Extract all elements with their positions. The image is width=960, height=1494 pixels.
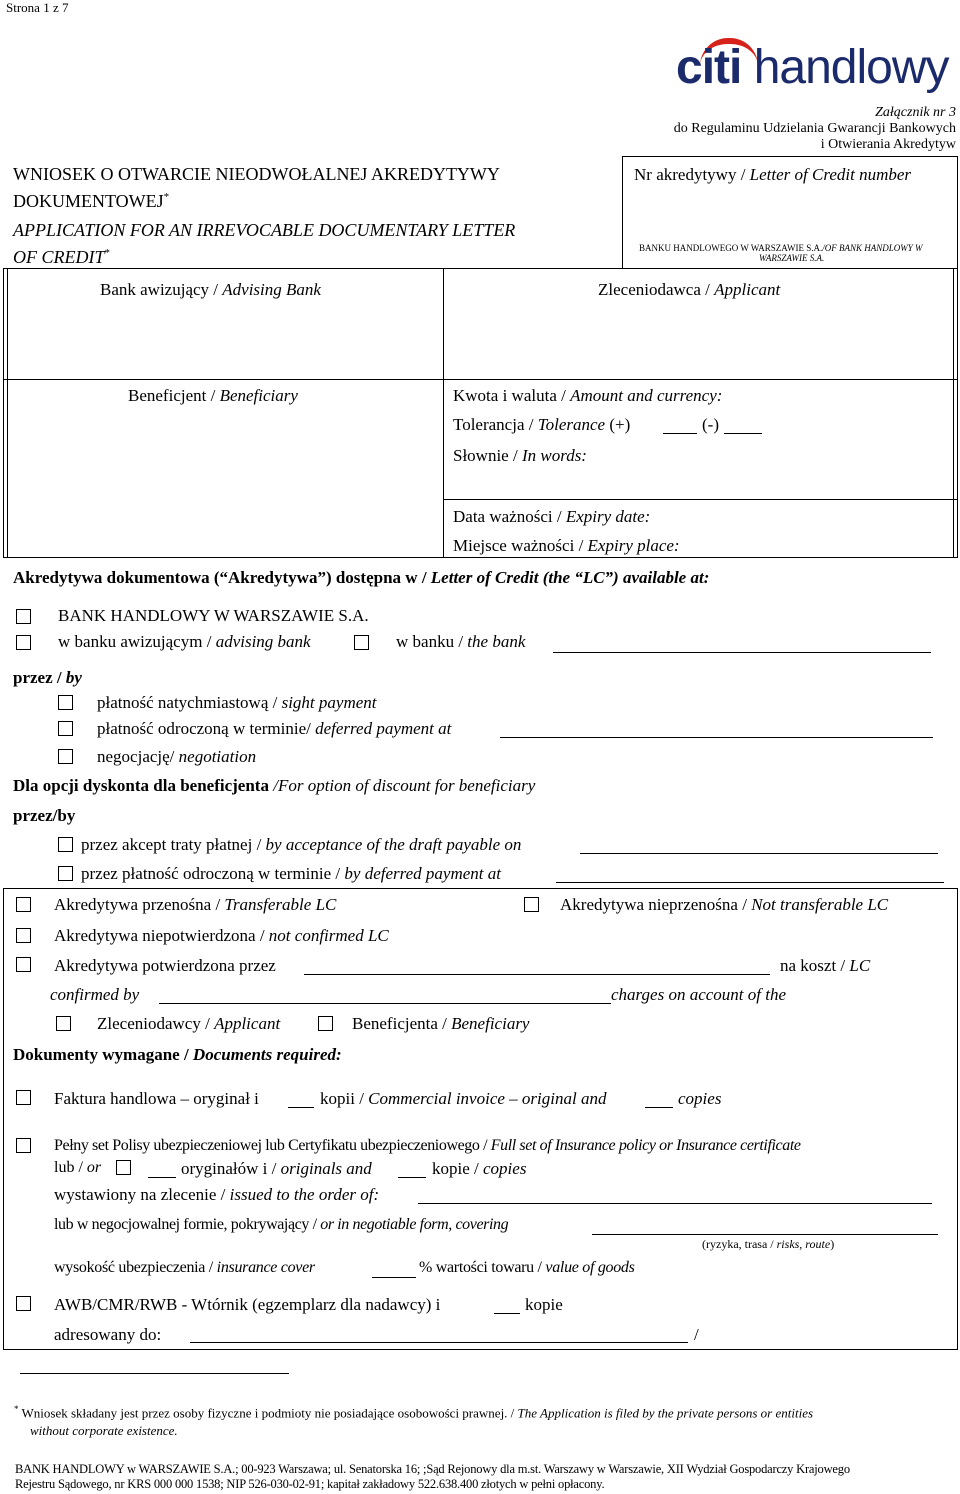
title-pl-line2: DOKUMENTOWEJ: [13, 191, 164, 211]
footer-line1: BANK HANDLOWY w WARSZAWIE S.A.; 00-923 Warszawa; ul. Senatorska 16; ;Sąd Rejonowy dla m.st. Warszawy w Warszawie, XII Wydział Gospodarczy Krajowego: [15, 1462, 850, 1476]
opt-other-bank: w banku / the bank: [396, 632, 526, 651]
charges-label: na koszt / LC: [780, 956, 871, 975]
available-heading: Akredytywa dokumentowa (“Akredytywa”) dostępna w / Letter of Credit (the “LC”) available at:: [13, 568, 710, 587]
annex-block: [674, 105, 956, 153]
deferred-payment-label: płatność odroczoną w terminie/ deferred payment at: [97, 719, 452, 738]
by-heading: przez / by: [13, 668, 82, 687]
acceptance-label: przez akcept traty płatnej / by acceptance of the draft payable on: [81, 835, 522, 854]
checkbox-charges-beneficiary[interactable]: [318, 1016, 333, 1031]
addressed-label: adresowany do:: [54, 1325, 162, 1344]
checkbox-confirmed[interactable]: [16, 957, 31, 972]
awb-label: AWB/CMR/RWB - Wtórnik (egzemplarz dla nadawcy) i: [54, 1295, 441, 1314]
confirmed-by-en: confirmed by: [50, 985, 140, 1004]
annex-line1: Załącznik nr 3: [875, 105, 956, 120]
originals-field[interactable]: [148, 1177, 176, 1178]
page-number: Strona 1 z 7: [6, 0, 69, 15]
issued-field[interactable]: [418, 1203, 932, 1204]
advising-bank-label: Bank awizujący / Advising Bank: [100, 280, 321, 299]
checkbox-insurance-or[interactable]: [116, 1160, 131, 1175]
deferred-payment-field[interactable]: [500, 737, 933, 738]
checkbox-insurance[interactable]: [16, 1138, 31, 1153]
discount-deferred-label: przez płatność odroczoną w terminie / by deferred payment at: [81, 864, 501, 883]
tolerance-minus-label: (-): [702, 415, 719, 434]
checkbox-invoice[interactable]: [16, 1090, 31, 1105]
discount-deferred-field[interactable]: [556, 882, 944, 883]
documents-heading: Dokumenty wymagane / Documents required:: [13, 1045, 342, 1064]
sight-payment-label: płatność natychmiastową / sight payment: [97, 693, 377, 712]
negotiation-label: negocjację/ negotiation: [97, 747, 257, 766]
footer: [15, 1462, 850, 1492]
expiry-date-label: Data ważności / Expiry date:: [453, 507, 651, 526]
awb-copies-field[interactable]: [494, 1313, 520, 1314]
cover-field[interactable]: [372, 1277, 416, 1278]
charges-applicant-label: Zleceniodawcy / Applicant: [97, 1014, 281, 1033]
lc-bank-note: BANKU HANDLOWEGO W WARSZAWIE S.A./OF BANK HANDLOWY W WARSZAWIE S.A.: [639, 243, 923, 263]
cover-label: wysokość ubezpieczenia / insurance cover: [54, 1259, 315, 1276]
checkbox-not-transferable[interactable]: [524, 897, 539, 912]
checkbox-awb[interactable]: [16, 1296, 31, 1311]
tolerance-plus-field[interactable]: [663, 433, 697, 434]
footnote: * Wniosek składany jest przez osoby fizyczne i podmioty nie posiadające osobowości prawnej. / The Application is filed by the private persons or entities without corporate existence.: [14, 1404, 814, 1439]
insurance-or: lub / or: [54, 1159, 102, 1176]
checkbox-bank-handlowy[interactable]: [16, 609, 31, 624]
unconfirmed-label: Akredytywa niepotwierdzona / not confirmed LC: [54, 926, 389, 945]
checkbox-transferable[interactable]: [16, 897, 31, 912]
addressed-field[interactable]: [190, 1342, 688, 1343]
annex-line2: do Regulaminu Udzielania Gwarancji Bankowych: [673, 121, 956, 136]
applicant-label: Zleceniodawca / Applicant: [598, 280, 781, 299]
opt-advising-bank: w banku awizującym / advising bank: [58, 632, 311, 651]
discount-heading: Dla opcji dyskonta dla beneficjenta /For option of discount for beneficiary: [13, 776, 536, 795]
awb-copies-label: kopie: [525, 1295, 563, 1314]
discount-by: przez/by: [13, 806, 76, 825]
title-en-line2: OF CREDIT: [13, 247, 105, 267]
invoice-label: Faktura handlowa – oryginał i: [54, 1089, 259, 1108]
not-transferable-label: Akredytywa nieprzenośna / Not transferable LC: [560, 895, 889, 914]
checkbox-unconfirmed[interactable]: [16, 928, 31, 943]
transferable-label: Akredytywa przenośna / Transferable LC: [54, 895, 337, 914]
beneficiary-label: Beneficjent / Beneficiary: [128, 386, 298, 405]
issued-label: wystawiony na zlecenie / issued to the order of:: [54, 1185, 380, 1204]
negotiable-label: lub w negocjowalnej formie, pokrywający / or in negotiable form, covering: [54, 1216, 509, 1233]
tolerance-label: Tolerancja / Tolerance (+): [453, 415, 631, 434]
checkbox-discount-deferred[interactable]: [58, 866, 73, 881]
checkbox-negotiation[interactable]: [58, 749, 73, 764]
words-label: Słownie / In words:: [453, 446, 587, 465]
acceptance-field[interactable]: [580, 853, 938, 854]
tolerance-minus-field[interactable]: [724, 433, 762, 434]
negotiable-field[interactable]: [592, 1234, 938, 1235]
confirmed-by-en-field[interactable]: [159, 1003, 611, 1004]
annex-line3: i Otwierania Akredytyw: [820, 137, 956, 152]
checkbox-sight-payment[interactable]: [58, 695, 73, 710]
checkbox-advising-bank[interactable]: [16, 635, 31, 650]
checkbox-acceptance[interactable]: [58, 837, 73, 852]
confirmed-by-field[interactable]: [304, 974, 770, 975]
other-bank-field[interactable]: [553, 652, 931, 653]
confirmed-label: Akredytywa potwierdzona przez: [54, 956, 276, 975]
charges-beneficiary-label: Beneficjenta / Beneficiary: [352, 1014, 530, 1033]
charges-on-en: charges on account of the: [611, 985, 786, 1004]
invoice-copies-field[interactable]: [288, 1107, 314, 1108]
risk-note: (ryzyka, trasa / risks, route): [702, 1237, 835, 1251]
invoice-copies-en-field[interactable]: [645, 1107, 673, 1108]
title-en-line1: APPLICATION FOR AN IRREVOCABLE DOCUMENTARY LETTER: [13, 220, 516, 240]
opt-bank-handlowy: BANK HANDLOWY W WARSZAWIE S.A.: [58, 606, 369, 625]
checkbox-deferred-payment[interactable]: [58, 721, 73, 736]
footnote-divider: [20, 1373, 289, 1374]
title-pl-line1: WNIOSEK O OTWARCIE NIEODWOŁALNEJ AKREDYTYWY: [13, 164, 500, 184]
amount-label: Kwota i waluta / Amount and currency:: [453, 386, 723, 405]
logo-citi: citi: [676, 41, 742, 94]
checkbox-charges-applicant[interactable]: [56, 1016, 71, 1031]
logo-handlowy: handlowy: [753, 41, 949, 94]
footer-line2: Rejestru Sądowego, nr KRS 000 000 1538; NIP 526-030-02-91; kapitał zakładowy 522.638.400 złotych w pełni opłacony.: [15, 1477, 605, 1491]
invoice-copies-en: copies: [678, 1089, 722, 1108]
insurance-label: Pełny set Polisy ubezpieczeniowej lub Certyfikatu ubezpieczeniowego / Full set of Insurance policy or Insurance certificate: [54, 1137, 801, 1154]
form-title: WNIOSEK O OTWARCIE NIEODWOŁALNEJ AKREDYTYWY DOKUMENTOWEJ* APPLICATION FOR AN IRREVOCABLE DOCUMENTARY LETTER OF CREDIT*: [13, 164, 516, 267]
lc-number-label: Nr akredytywy / Letter of Credit number: [634, 165, 912, 184]
checkbox-other-bank[interactable]: [354, 635, 369, 650]
ins-copies-field[interactable]: [398, 1177, 426, 1178]
expiry-place-label: Miejsce ważności / Expiry place:: [453, 536, 680, 555]
